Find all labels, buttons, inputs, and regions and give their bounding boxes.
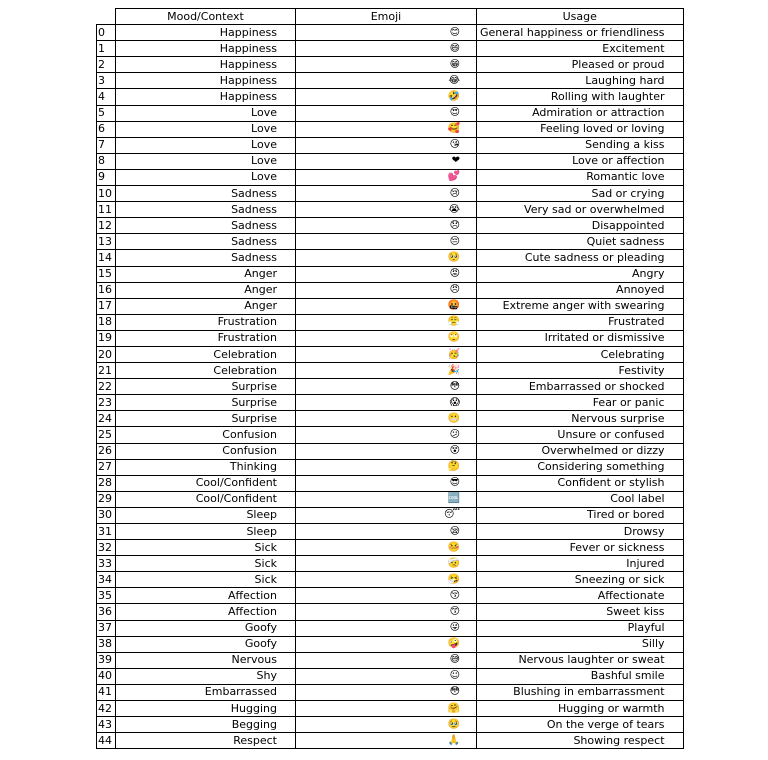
row-index-cell: 17 xyxy=(97,298,116,314)
emoji-cell: 😘 xyxy=(296,137,477,153)
table-row xyxy=(97,540,684,556)
row-index-cell: 43 xyxy=(97,717,116,733)
mood-cell: Anger xyxy=(116,298,296,314)
emoji-column-header: Emoji xyxy=(296,9,477,25)
emoji-cell: 😊 xyxy=(296,25,477,41)
row-index-cell: 5 xyxy=(97,105,116,121)
emoji-cell: 🤣 xyxy=(296,89,477,105)
usage-cell: Excitement xyxy=(477,41,684,57)
row-index-cell: 22 xyxy=(97,379,116,395)
emoji-cell: 🤒 xyxy=(296,540,477,556)
emoji-cell: 😎 xyxy=(296,475,477,491)
usage-cell: Celebrating xyxy=(477,346,684,362)
mood-cell: Love xyxy=(116,105,296,121)
usage-cell: Frustrated xyxy=(477,314,684,330)
emoji-cell: ☺ xyxy=(296,668,477,684)
emoji-cell: 😤 xyxy=(296,314,477,330)
mood-cell: Happiness xyxy=(116,73,296,89)
row-index-cell: 40 xyxy=(97,668,116,684)
usage-cell: General happiness or friendliness xyxy=(477,25,684,41)
row-index-cell: 23 xyxy=(97,395,116,411)
table-row xyxy=(97,395,684,411)
row-index-cell: 33 xyxy=(97,556,116,572)
row-index-cell: 19 xyxy=(97,330,116,346)
row-index-cell: 36 xyxy=(97,604,116,620)
mood-cell: Sick xyxy=(116,540,296,556)
table-row xyxy=(97,652,684,668)
row-index-cell: 10 xyxy=(97,186,116,202)
mood-cell: Affection xyxy=(116,604,296,620)
mood-cell: Begging xyxy=(116,717,296,733)
emoji-cell: 🤪 xyxy=(296,636,477,652)
emoji-cell: 😄 xyxy=(296,41,477,57)
emoji-cell: 😳 xyxy=(296,684,477,700)
table-row xyxy=(97,266,684,282)
table-row xyxy=(97,153,684,169)
table-row xyxy=(97,57,684,73)
emoji-cell: 😱 xyxy=(296,395,477,411)
usage-cell: Showing respect xyxy=(477,733,684,749)
row-index-cell: 12 xyxy=(97,218,116,234)
usage-cell: Festivity xyxy=(477,363,684,379)
mood-cell: Confusion xyxy=(116,427,296,443)
table-row xyxy=(97,298,684,314)
emoji-cell: 🆒 xyxy=(296,491,477,507)
emoji-cell: 😂 xyxy=(296,73,477,89)
table-row xyxy=(97,459,684,475)
emoji-cell: 😕 xyxy=(296,427,477,443)
row-index-cell: 15 xyxy=(97,266,116,282)
table-row xyxy=(97,668,684,684)
table-row xyxy=(97,507,684,523)
emoji-cell: 😢 xyxy=(296,186,477,202)
table-row xyxy=(97,363,684,379)
mood-cell: Sadness xyxy=(116,250,296,266)
emoji-cell: 😡 xyxy=(296,266,477,282)
table-row xyxy=(97,411,684,427)
mood-cell: Hugging xyxy=(116,701,296,717)
row-index-cell: 13 xyxy=(97,234,116,250)
table-header xyxy=(97,9,684,25)
emoji-cell: 😜 xyxy=(296,620,477,636)
emoji-cell: 😍 xyxy=(296,105,477,121)
table-row xyxy=(97,524,684,540)
usage-cell: Love or affection xyxy=(477,153,684,169)
table-row xyxy=(97,218,684,234)
usage-cell: Confident or stylish xyxy=(477,475,684,491)
table-row xyxy=(97,250,684,266)
emoji-cell: 😚 xyxy=(296,588,477,604)
usage-cell: Rolling with laughter xyxy=(477,89,684,105)
emoji-cell: 🤧 xyxy=(296,572,477,588)
row-index-cell: 39 xyxy=(97,652,116,668)
usage-cell: Injured xyxy=(477,556,684,572)
usage-cell: Feeling loved or loving xyxy=(477,121,684,137)
usage-cell: Fever or sickness xyxy=(477,540,684,556)
emoji-cell: 😁 xyxy=(296,57,477,73)
usage-cell: Cool label xyxy=(477,491,684,507)
table-row xyxy=(97,701,684,717)
table-row xyxy=(97,684,684,700)
table-row xyxy=(97,89,684,105)
table-row xyxy=(97,41,684,57)
mood-cell: Happiness xyxy=(116,41,296,57)
usage-cell: Nervous laughter or sweat xyxy=(477,652,684,668)
usage-cell: Romantic love xyxy=(477,169,684,185)
table-row xyxy=(97,105,684,121)
usage-cell: Sending a kiss xyxy=(477,137,684,153)
emoji-cell: 🥹 xyxy=(296,717,477,733)
table-row xyxy=(97,137,684,153)
table-row xyxy=(97,73,684,89)
mood-cell: Love xyxy=(116,153,296,169)
index-header xyxy=(97,9,116,25)
usage-cell: Laughing hard xyxy=(477,73,684,89)
row-index-cell: 29 xyxy=(97,491,116,507)
mood-cell: Surprise xyxy=(116,411,296,427)
usage-cell: Annoyed xyxy=(477,282,684,298)
row-index-cell: 44 xyxy=(97,733,116,749)
mood-cell: Cool/Confident xyxy=(116,475,296,491)
emoji-cell: 🤔 xyxy=(296,459,477,475)
row-index-cell: 26 xyxy=(97,443,116,459)
emoji-cell: 😔 xyxy=(296,234,477,250)
table-row xyxy=(97,25,684,41)
table-row xyxy=(97,588,684,604)
row-index-cell: 31 xyxy=(97,524,116,540)
row-index-cell: 11 xyxy=(97,202,116,218)
emoji-cell: 🥳 xyxy=(296,346,477,362)
usage-cell: Nervous surprise xyxy=(477,411,684,427)
row-index-cell: 38 xyxy=(97,636,116,652)
usage-cell: Sneezing or sick xyxy=(477,572,684,588)
row-index-cell: 9 xyxy=(97,169,116,185)
row-index-cell: 3 xyxy=(97,73,116,89)
usage-cell: Hugging or warmth xyxy=(477,701,684,717)
mood-cell: Surprise xyxy=(116,395,296,411)
usage-column-header: Usage xyxy=(477,9,684,25)
mood-cell: Confusion xyxy=(116,443,296,459)
emoji-cell: 😭 xyxy=(296,202,477,218)
table-row xyxy=(97,169,684,185)
mood-cell: Affection xyxy=(116,588,296,604)
mood-cell: Love xyxy=(116,169,296,185)
table-body xyxy=(97,25,684,749)
row-index-cell: 21 xyxy=(97,363,116,379)
emoji-cell: 😙 xyxy=(296,604,477,620)
usage-cell: Pleased or proud xyxy=(477,57,684,73)
row-index-cell: 34 xyxy=(97,572,116,588)
table-row xyxy=(97,475,684,491)
row-index-cell: 0 xyxy=(97,25,116,41)
mood-cell: Sadness xyxy=(116,186,296,202)
emoji-cell: 😳 xyxy=(296,379,477,395)
mood-cell: Happiness xyxy=(116,25,296,41)
mood-cell: Cool/Confident xyxy=(116,491,296,507)
mood-cell: Anger xyxy=(116,266,296,282)
table-row xyxy=(97,379,684,395)
emoji-cell: 😠 xyxy=(296,282,477,298)
usage-cell: Extreme anger with swearing xyxy=(477,298,684,314)
table-row xyxy=(97,427,684,443)
usage-cell: Sad or crying xyxy=(477,186,684,202)
emoji-cell: 😵 xyxy=(296,443,477,459)
row-index-cell: 8 xyxy=(97,153,116,169)
table-row xyxy=(97,572,684,588)
emoji-cell: 😪 xyxy=(296,524,477,540)
table-row xyxy=(97,556,684,572)
mood-cell: Nervous xyxy=(116,652,296,668)
header-row xyxy=(97,9,684,25)
emoji-cell: 🤬 xyxy=(296,298,477,314)
mood-cell: Sadness xyxy=(116,218,296,234)
mood-cell: Happiness xyxy=(116,89,296,105)
mood-cell: Goofy xyxy=(116,620,296,636)
emoji-cell: 😬 xyxy=(296,411,477,427)
usage-cell: Angry xyxy=(477,266,684,282)
row-index-cell: 14 xyxy=(97,250,116,266)
table-row xyxy=(97,717,684,733)
mood-cell: Sadness xyxy=(116,202,296,218)
emoji-cell: 😞 xyxy=(296,218,477,234)
row-index-cell: 18 xyxy=(97,314,116,330)
emoji-cell: ❤ xyxy=(296,153,477,169)
table-row xyxy=(97,314,684,330)
usage-cell: Irritated or dismissive xyxy=(477,330,684,346)
mood-cell: Frustration xyxy=(116,330,296,346)
emoji-cell: 🥺 xyxy=(296,250,477,266)
usage-cell: Disappointed xyxy=(477,218,684,234)
table-row xyxy=(97,604,684,620)
table-row xyxy=(97,282,684,298)
row-index-cell: 32 xyxy=(97,540,116,556)
emoji-cell: 😴 xyxy=(296,507,477,523)
row-index-cell: 25 xyxy=(97,427,116,443)
mood-cell: Celebration xyxy=(116,363,296,379)
usage-cell: Overwhelmed or dizzy xyxy=(477,443,684,459)
table-row xyxy=(97,121,684,137)
mood-cell: Sadness xyxy=(116,234,296,250)
row-index-cell: 41 xyxy=(97,684,116,700)
table-row xyxy=(97,346,684,362)
row-index-cell: 24 xyxy=(97,411,116,427)
usage-cell: Quiet sadness xyxy=(477,234,684,250)
emoji-cell: 🙄 xyxy=(296,330,477,346)
row-index-cell: 2 xyxy=(97,57,116,73)
emoji-cell: 🥰 xyxy=(296,121,477,137)
row-index-cell: 4 xyxy=(97,89,116,105)
usage-cell: Bashful smile xyxy=(477,668,684,684)
table-row xyxy=(97,443,684,459)
usage-cell: Silly xyxy=(477,636,684,652)
table-row xyxy=(97,636,684,652)
mood-cell: Anger xyxy=(116,282,296,298)
usage-cell: Embarrassed or shocked xyxy=(477,379,684,395)
usage-cell: Playful xyxy=(477,620,684,636)
usage-cell: Affectionate xyxy=(477,588,684,604)
emoji-cell: 🤕 xyxy=(296,556,477,572)
mood-cell: Sleep xyxy=(116,507,296,523)
mood-cell: Sick xyxy=(116,572,296,588)
table-row xyxy=(97,186,684,202)
table-row xyxy=(97,733,684,749)
usage-cell: Fear or panic xyxy=(477,395,684,411)
row-index-cell: 27 xyxy=(97,459,116,475)
row-index-cell: 7 xyxy=(97,137,116,153)
mood-cell: Sick xyxy=(116,556,296,572)
usage-cell: Sweet kiss xyxy=(477,604,684,620)
table-row xyxy=(97,330,684,346)
mood-cell: Love xyxy=(116,137,296,153)
usage-cell: On the verge of tears xyxy=(477,717,684,733)
usage-cell: Admiration or attraction xyxy=(477,105,684,121)
mood-cell: Shy xyxy=(116,668,296,684)
mood-cell: Love xyxy=(116,121,296,137)
mood-cell: Sleep xyxy=(116,524,296,540)
row-index-cell: 16 xyxy=(97,282,116,298)
emoji-cell: 🎉 xyxy=(296,363,477,379)
emoji-cell: 😅 xyxy=(296,652,477,668)
row-index-cell: 1 xyxy=(97,41,116,57)
mood-cell: Respect xyxy=(116,733,296,749)
emoji-cell: 🤗 xyxy=(296,701,477,717)
row-index-cell: 6 xyxy=(97,121,116,137)
table-row xyxy=(97,620,684,636)
mood-cell: Thinking xyxy=(116,459,296,475)
mood-cell: Embarrassed xyxy=(116,684,296,700)
mood-cell: Frustration xyxy=(116,314,296,330)
usage-cell: Very sad or overwhelmed xyxy=(477,202,684,218)
emoji-cell: 💕 xyxy=(296,169,477,185)
table-row xyxy=(97,491,684,507)
row-index-cell: 28 xyxy=(97,475,116,491)
mood-cell: Surprise xyxy=(116,379,296,395)
row-index-cell: 30 xyxy=(97,507,116,523)
emoji-cell: 🙏 xyxy=(296,733,477,749)
emoji-mood-table xyxy=(96,8,684,749)
mood-column-header: Mood/Context xyxy=(116,9,296,25)
usage-cell: Cute sadness or pleading xyxy=(477,250,684,266)
row-index-cell: 20 xyxy=(97,346,116,362)
mood-cell: Goofy xyxy=(116,636,296,652)
usage-cell: Considering something xyxy=(477,459,684,475)
usage-cell: Drowsy xyxy=(477,524,684,540)
usage-cell: Tired or bored xyxy=(477,507,684,523)
usage-cell: Unsure or confused xyxy=(477,427,684,443)
mood-cell: Happiness xyxy=(116,57,296,73)
table-row xyxy=(97,202,684,218)
row-index-cell: 37 xyxy=(97,620,116,636)
mood-cell: Celebration xyxy=(116,346,296,362)
row-index-cell: 42 xyxy=(97,701,116,717)
table-row xyxy=(97,234,684,250)
usage-cell: Blushing in embarrassment xyxy=(477,684,684,700)
row-index-cell: 35 xyxy=(97,588,116,604)
